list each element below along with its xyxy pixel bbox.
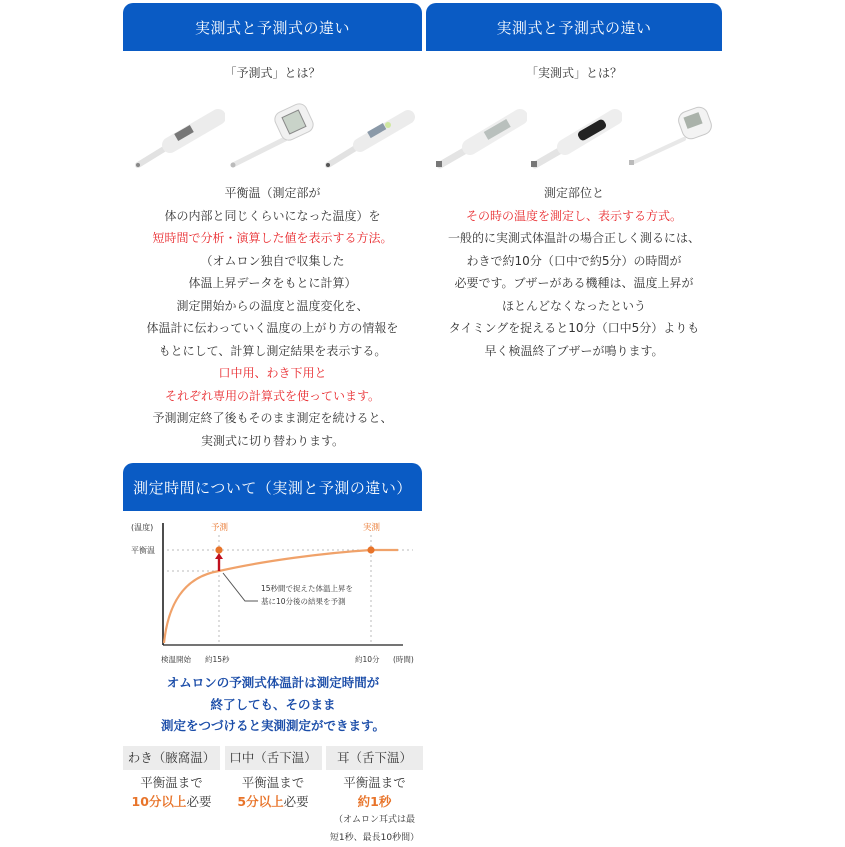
description-line: 早く検温終了ブザーが鳴ります。 [484, 343, 664, 358]
description-line: ほとんどなくなったという [501, 298, 646, 313]
chart-x-axis-label: (時間) [393, 655, 414, 664]
omron-prediction-note [123, 672, 423, 737]
thermometer-image-icon [527, 103, 622, 173]
measurement-time-table [123, 746, 423, 847]
chart-marker-actual-label: 実測 [363, 523, 381, 533]
table-cell [225, 773, 322, 811]
table-cell-line: 平衡温まで [241, 775, 305, 790]
note-line: 測定をつづけると実測測定ができます。 [160, 718, 385, 733]
chart-annotation-line: 15秒間で捉えた体温上昇を [261, 584, 354, 593]
table-cell-line: 平衡温まで [343, 775, 406, 790]
description-line: 体温上昇データをもとに計算） [188, 276, 357, 290]
left-thermometer-images [130, 100, 415, 175]
thermometer-image-icon [130, 103, 225, 173]
note-line: オムロンの予測式体温計は測定時間が [166, 675, 380, 690]
temperature-chart [123, 515, 423, 670]
note-line: 終了しても、そのまま [210, 696, 336, 712]
table-column-header: わき（腋窩温） [123, 746, 220, 770]
left-panel-subtitle: 「予測式」とは？ [224, 66, 321, 80]
temperature-chart-svg [123, 515, 423, 670]
description-line: わきで約10分（口中で約5分）の時間が [466, 253, 682, 268]
right-panel-subtitle: 「実測式」とは？ [525, 66, 622, 80]
description-line: タイミングを捉えると10分（口中5分）よりも [448, 321, 700, 335]
table-cell [326, 773, 423, 847]
description-line: 体温計に伝わっていく温度の上がり方の情報を [146, 321, 399, 335]
description-line-emphasis: それぞれ専用の計算式を使っています。 [164, 388, 381, 403]
chart-y-axis-label: (温度) [131, 523, 154, 532]
description-line-emphasis: その時の温度を測定し、表示する方式。 [465, 208, 682, 223]
time-highlight: 10分以上 [131, 794, 187, 809]
table-column-armpit [123, 746, 220, 847]
description-line: 一般的に実測式体温計の場合正しく測るには、 [447, 231, 700, 245]
time-suffix: 必要 [283, 794, 309, 809]
description-line: 体の内部と同じくらいになった温度）を [164, 208, 381, 223]
thermometer-image-icon [225, 103, 320, 173]
left-panel-header-title: 実測式と予測式の違い [194, 18, 350, 37]
measure-section-title: 測定時間について（実測と予測の違い） [133, 478, 412, 497]
description-line: 測定開始からの温度と温度変化を、 [176, 298, 369, 313]
ear-note-line: （オムロン耳式は最 [333, 815, 415, 825]
left-panel-description [123, 182, 422, 452]
table-cell-line: 平衡温まで [140, 775, 203, 790]
chart-x-tick-label: 検温開始 [161, 655, 191, 664]
table-cell-line [225, 792, 322, 811]
chart-marker-predicted-label: 予測 [211, 523, 229, 533]
description-line: 実測式に切り替わります。 [200, 433, 345, 448]
thermometer-image-icon [320, 103, 415, 173]
time-highlight: 約1秒 [357, 794, 392, 809]
table-column-header: 口中（舌下温） [225, 746, 322, 770]
table-column-header: 耳（舌下温） [326, 746, 423, 770]
description-line-emphasis: 口中用、わき下用と [218, 366, 327, 380]
measure-section-header [123, 463, 422, 511]
chart-x-tick-label: 約15秒 [205, 655, 230, 664]
table-cell-line [123, 792, 220, 811]
table-column-mouth [225, 746, 322, 847]
description-line: 平衡温（測定部が [224, 186, 321, 200]
table-cell-line [326, 792, 423, 811]
description-line: 必要です。ブザーがある機種は、温度上昇が [454, 276, 694, 290]
right-panel-header-title: 実測式と予測式の違い [496, 18, 652, 37]
chart-x-tick-label: 約10分 [355, 655, 380, 664]
thermometer-image-icon [622, 103, 717, 173]
thermometer-image-icon [432, 103, 527, 173]
time-suffix: 必要 [186, 794, 212, 809]
chart-annotation-line: 基に10分後の結果を予測 [261, 597, 346, 606]
description-line: もとにして、計算し測定結果を表示する。 [158, 343, 387, 358]
table-cell [123, 773, 220, 811]
chart-y-tick-label: 平衡温 [131, 546, 155, 555]
time-highlight: 5分以上 [237, 794, 284, 809]
left-panel-header [123, 3, 422, 51]
description-line: （オムロン独自で収集した [200, 253, 345, 268]
ear-note-line: 短1秒、最長10秒間） [329, 833, 420, 843]
right-panel-header [426, 3, 722, 51]
description-line: 予測測定終了後もそのまま測定を続けると、 [152, 411, 393, 425]
right-panel-description [426, 182, 722, 362]
description-line-emphasis: 短時間で分析・演算した値を表示する方法。 [152, 231, 393, 245]
right-thermometer-images [432, 100, 717, 175]
description-line: 測定部位と [543, 186, 604, 200]
table-column-ear [326, 746, 423, 847]
